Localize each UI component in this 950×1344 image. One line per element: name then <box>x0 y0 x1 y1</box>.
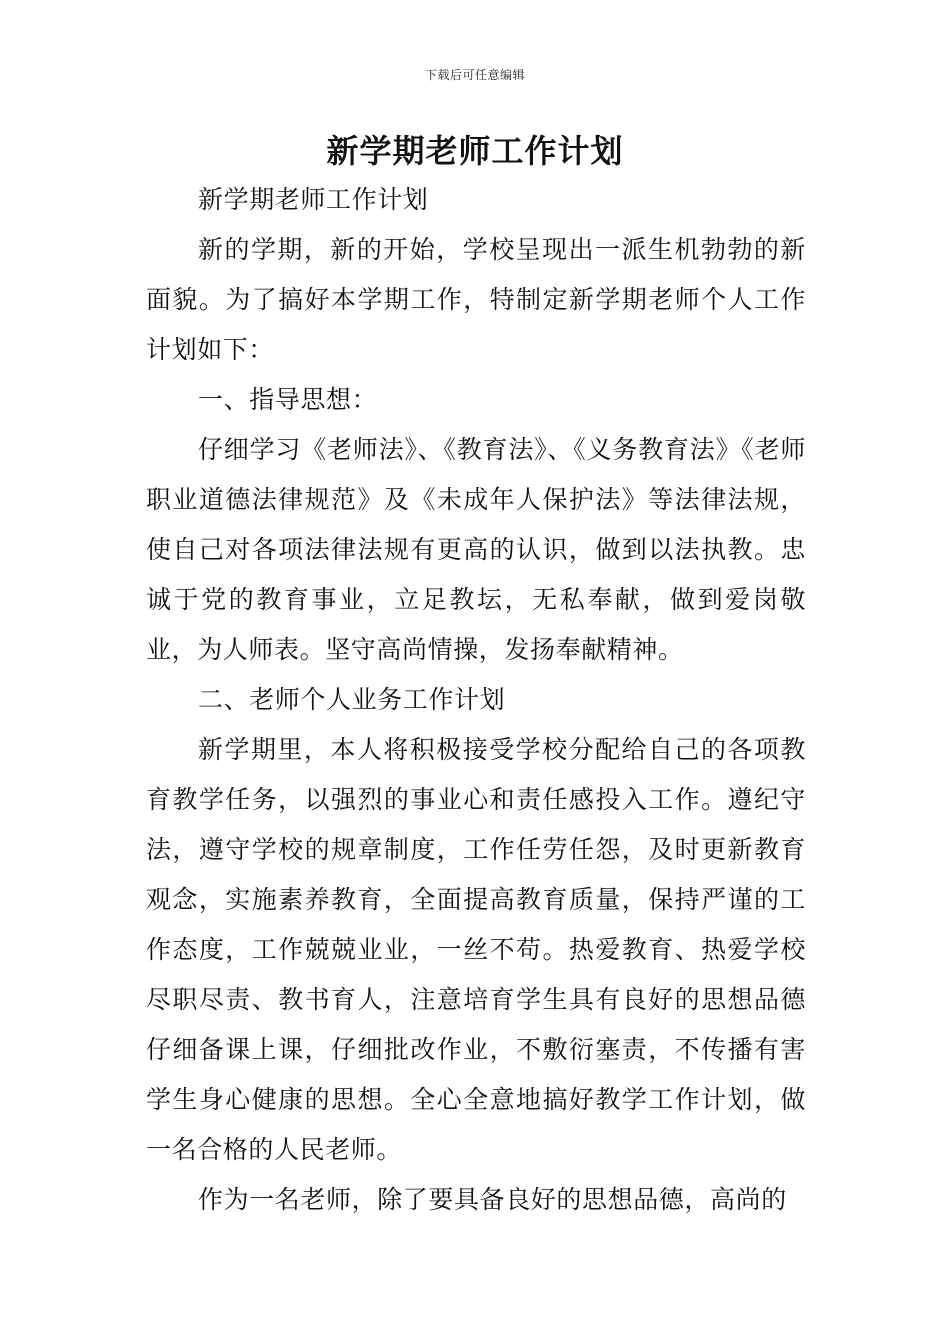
paragraph-subtitle: 新学期老师工作计划 <box>198 185 429 214</box>
document-body <box>146 175 806 1225</box>
header-note: 下载后可任意编辑 <box>424 68 525 82</box>
paragraph-guiding-thought: 仔细学习《老师法》、《教育法》、《义务教育法》《老师职业道德法律规范》及《未成年人保护法》等法律法规，使自己对各项法律法规有更高的认识，做到以法执教。忠诚于党的教育事业，立足教坛，无私奉献，做到爱岗敬业，为人师表。坚守高尚情操，发扬奉献精神。 <box>146 435 806 664</box>
paragraph-intro: 新的学期，新的开始，学校呈现出一派生机勃勃的新面貌。为了搞好本学期工作，特制定新学期老师个人工作计划如下： <box>146 235 806 364</box>
document-title: 新学期老师工作计划 <box>326 132 624 170</box>
paragraph-teacher-role: 作为一名老师，除了要具备良好的思想品德，高尚的 <box>198 1185 787 1214</box>
paragraph-work-plan: 新学期里，本人将积极接受学校分配给自己的各项教育教学任务，以强烈的事业心和责任感投入工作。遵纪守法，遵守学校的规章制度，工作任劳任怨，及时更新教育观念，实施素养教育，全面提高教育质量，保持严谨的工作态度，工作兢兢业业，一丝不苟。热爱教育、热爱学校尽职尽责、教书育人，注意培育学生具有良好的思想品德仔细备课上课，仔细批改作业，不敷衍塞责，不传播有害学生身心健康的思想。全心全意地搞好教学工作计划，做一名合格的人民老师。 <box>146 735 806 1164</box>
section-heading-guiding-thought: 一、指导思想： <box>198 385 378 414</box>
section-heading-work-plan: 二、老师个人业务工作计划 <box>198 685 506 714</box>
